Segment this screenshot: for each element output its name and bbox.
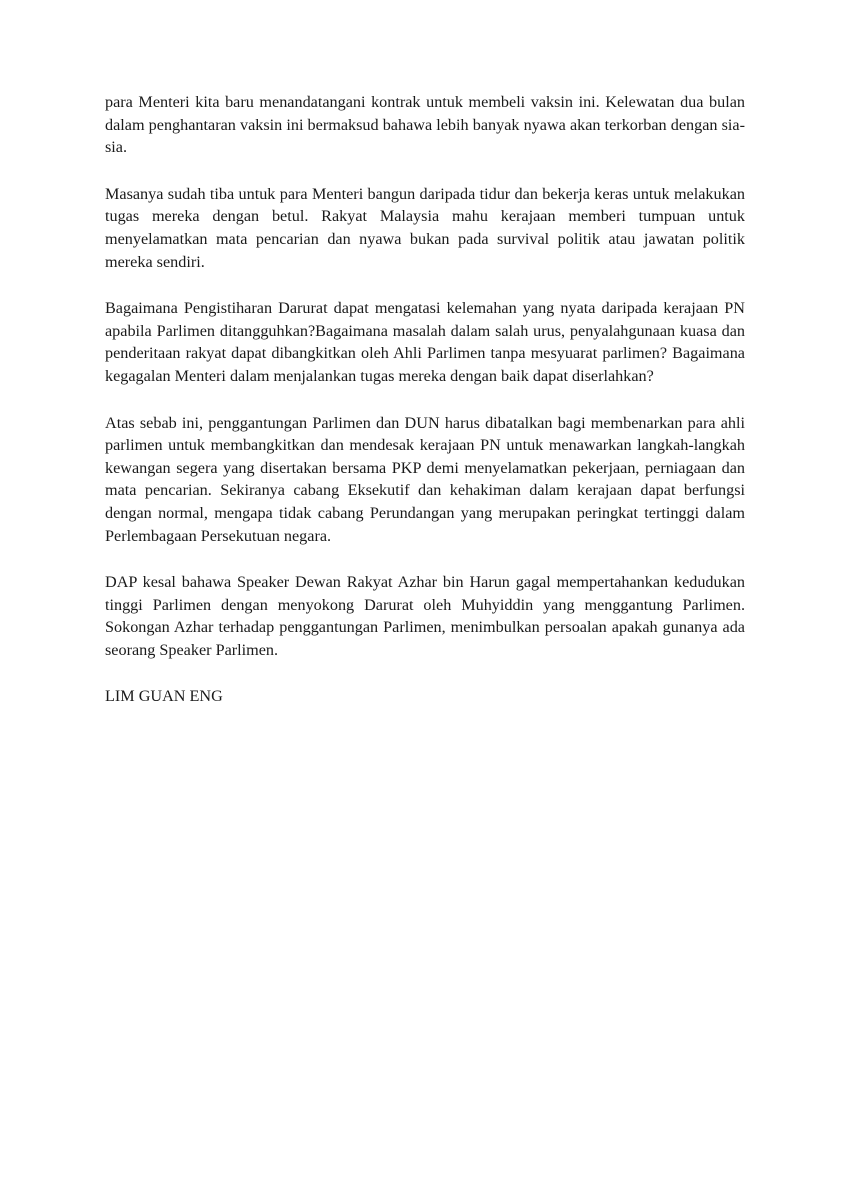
paragraph-speaker-criticism: DAP kesal bahawa Speaker Dewan Rakyat Azhar bin Harun gagal mempertahankan kedudukan tinggi Parlimen dengan menyokong Darurat oleh Muhyiddin yang menggantung Parlimen. Sokongan Azhar terhadap penggantungan Parlimen, menimbulkan persoalan apakah gunanya ada seorang Speaker Parlimen. (105, 573, 745, 659)
document-page (105, 91, 745, 708)
paragraph-vaccine-delay: para Menteri kita baru menandatangani kontrak untuk membeli vaksin ini. Kelewatan dua bulan dalam penghantaran vaksin ini bermaksud bahawa lebih banyak nyawa akan terkorban dengan sia-sia. (105, 93, 745, 157)
paragraph-emergency-questions: Bagaimana Pengistiharan Darurat dapat mengatasi kelemahan yang nyata daripada kerajaan PN apabila Parlimen ditangguhkan?Bagaimana masalah dalam salah urus, penyalahgunaan kuasa dan penderitaan rakyat dapat dibangkitkan oleh Ahli Parlimen tanpa mesyuarat parlimen? Bagaimana kegagalan Menteri dalam menjalankan tugas mereka dengan baik dapat diserlahkan? (105, 299, 745, 385)
paragraph-parliament-suspension: Atas sebab ini, penggantungan Parlimen dan DUN harus dibatalkan bagi membenarkan para ahli parlimen untuk membangkitkan dan mendesak kerajaan PN untuk menawarkan langkah-langkah kewangan segera yang disertakan bersama PKP demi menyelamatkan pekerjaan, perniagaan dan mata pencarian. Sekiranya cabang Eksekutif dan kehakiman dalam kerajaan dapat berfungsi dengan normal, mengapa tidak cabang Perundangan yang merupakan peringkat tertinggi dalam Perlembagaan Persekutuan negara. (105, 413, 745, 545)
paragraph-ministers-wake-up: Masanya sudah tiba untuk para Menteri bangun daripada tidur dan bekerja keras untuk melakukan tugas mereka dengan betul. Rakyat Malaysia mahu kerajaan memberi tumpuan untuk menyelamatkan mata pencarian dan nyawa bukan pada survival politik atau jawatan politik mereka sendiri. (105, 184, 745, 271)
signature: LIM GUAN ENG (105, 687, 223, 706)
